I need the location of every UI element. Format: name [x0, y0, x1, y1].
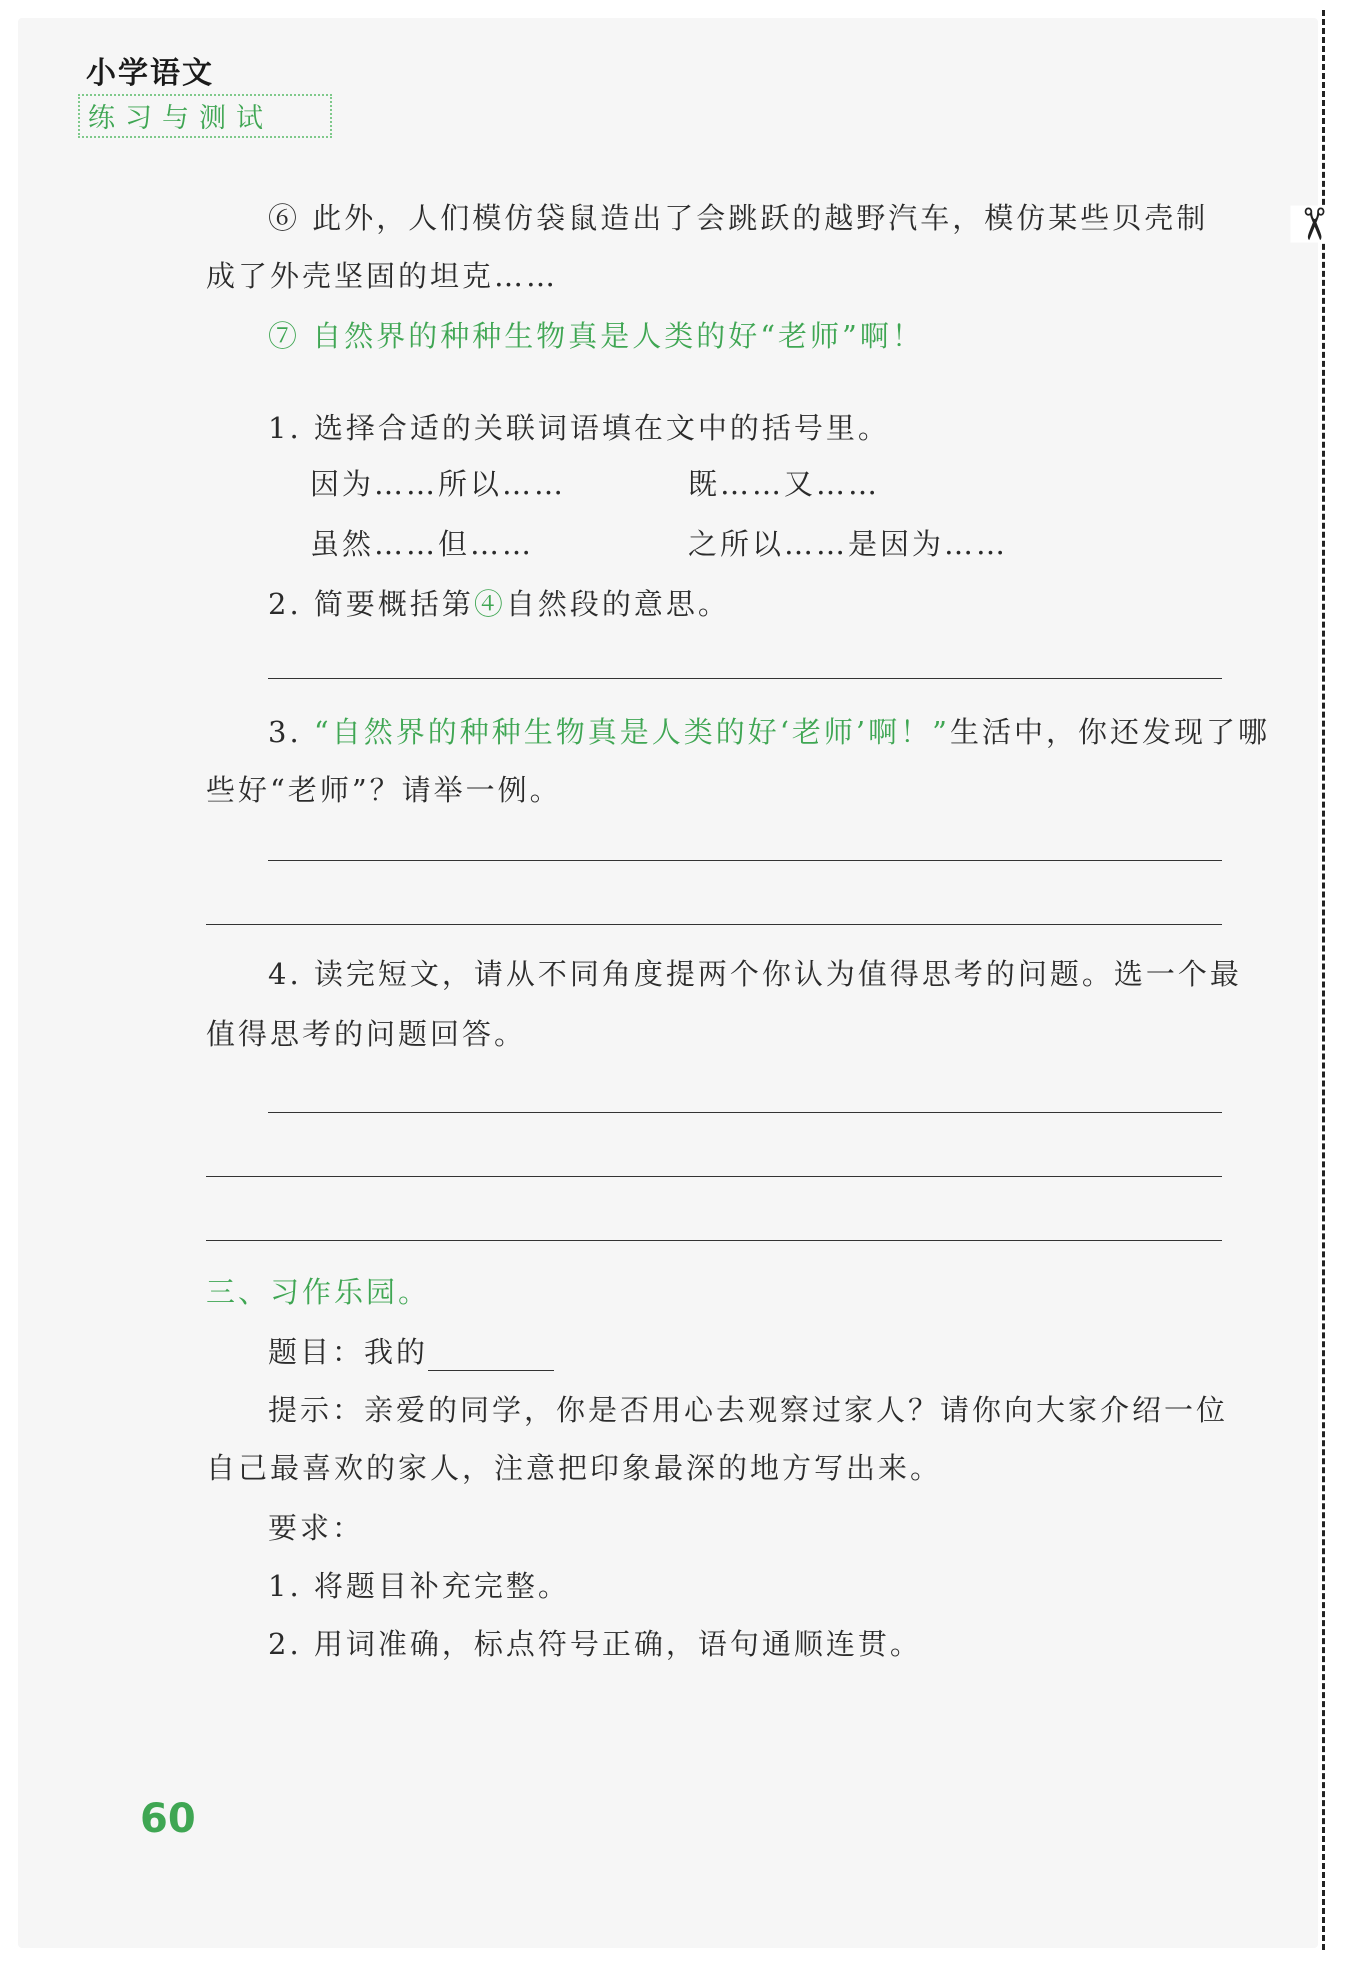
answer-line[interactable]: [206, 1176, 1222, 1177]
paragraph-6-line-1: [268, 196, 1208, 237]
requirement-2: 2. 用词准确，标点符号正确，语句通顺连贯。: [268, 1627, 922, 1661]
page-number: 60: [140, 1796, 196, 1842]
hint-line-2: 自己最喜欢的家人，注意把印象最深的地方写出来。: [206, 1451, 943, 1485]
question-4-line-2: 值得思考的问题回答。: [206, 1017, 527, 1051]
answer-line[interactable]: [268, 678, 1222, 679]
question-3-text: 生活中，你还发现了哪: [949, 715, 1270, 749]
question-4-line-1: 4. 读完短文，请从不同角度提两个你认为值得思考的问题。选一个最: [268, 957, 1242, 991]
paragraph-marker-4: ④: [473, 587, 506, 621]
option-2: 既……又……: [688, 467, 881, 501]
option-4: 之所以……是因为……: [688, 527, 1009, 561]
option-3: 虽然……但……: [310, 527, 535, 561]
book-title: 小学语文: [86, 56, 214, 91]
answer-line[interactable]: [268, 1112, 1222, 1113]
paragraph-6-text: ⑥ 此外，人们模仿袋鼠造出了会跳跃的越野汽车，模仿某些贝壳制: [268, 201, 1209, 235]
cut-dashed-line: [1322, 10, 1325, 1950]
section-heading: 三、习作乐园。: [206, 1275, 431, 1309]
hint-line-1: 提示：亲爱的同学，你是否用心去观察过家人？请你向大家介绍一位: [268, 1393, 1229, 1427]
paragraph-6-line-2: 成了外壳坚固的坦克……: [206, 259, 559, 293]
option-1: 因为……所以……: [310, 467, 567, 501]
requirements-label: 要求：: [268, 1511, 365, 1545]
question-1: 1. 选择合适的关联词语填在文中的括号里。: [268, 411, 890, 445]
question-3-quote: “自然界的种种生物真是人类的好‘老师’啊！”: [313, 715, 950, 749]
question-2-text-a: 2. 简要概括第: [268, 587, 474, 621]
question-2-text-b: 自然段的意思。: [505, 587, 730, 621]
requirement-1: 1. 将题目补充完整。: [268, 1569, 570, 1603]
question-3-line-1: [268, 710, 1270, 751]
question-3-line-2: 些好“老师”？请举一例。: [206, 773, 562, 807]
answer-line[interactable]: [206, 924, 1222, 925]
book-subtitle: 练习与测试: [88, 103, 273, 134]
essay-title-blank[interactable]: [428, 1342, 554, 1371]
answer-line[interactable]: [206, 1240, 1222, 1241]
essay-title-label: 题目：我的: [268, 1335, 429, 1369]
question-3-number: 3.: [268, 715, 314, 749]
answer-line[interactable]: [268, 860, 1222, 861]
question-2: [268, 582, 730, 623]
paragraph-7: ⑦ 自然界的种种生物真是人类的好“老师”啊！: [268, 319, 924, 353]
scissors-icon: ✂: [1287, 205, 1339, 243]
essay-title-row: [268, 1330, 554, 1371]
